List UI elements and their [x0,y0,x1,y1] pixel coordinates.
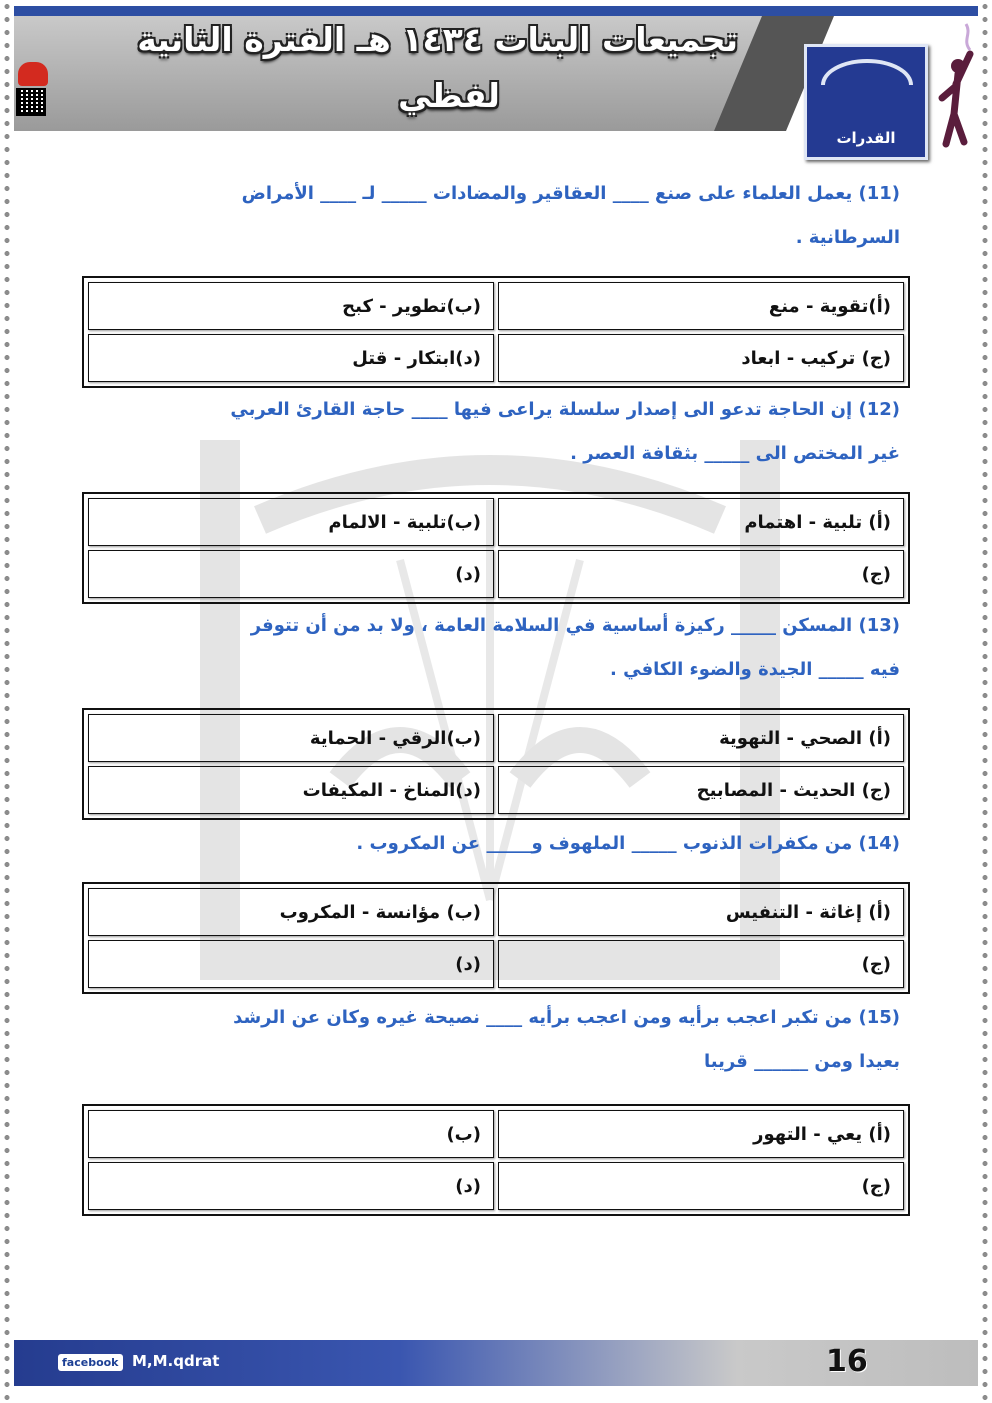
option-d[interactable]: (د) [88,1162,494,1210]
option-b[interactable]: (ب) [88,1110,494,1158]
option-a[interactable]: (أ)تقوية - منع [498,282,904,330]
page-number: 16 [826,1344,868,1379]
left-decorative-border [0,0,14,1403]
answer-options-12 [82,492,910,604]
open-book-icon [821,59,913,85]
logo-text: القدرات [836,129,896,147]
answer-options-15 [82,1104,910,1216]
option-a[interactable]: (أ) تلبية - اهتمام [498,498,904,546]
option-d[interactable]: (د)ابتكار - قتل [88,334,494,382]
page-subtitle: لفظي [398,76,500,115]
option-d[interactable]: (د) [88,550,494,598]
question-11 [70,172,900,260]
question-text: (14) من مكفرات الذنوب _____ الملهوف و_____ عن المكروب . [356,833,900,854]
answer-options-13 [82,708,910,820]
option-c[interactable]: (ج) تركيب - ابعاد [498,334,904,382]
facebook-icon[interactable]: facebook [58,1354,123,1371]
option-c[interactable]: (ج) الحديث - المصابيح [498,766,904,814]
question-text: (13) المسكن _____ ركيزة أساسية في السلامة العامة ، ولا بد من أن تتوفر [250,615,900,636]
question-15 [70,996,900,1084]
option-a[interactable]: (أ) الصحي - التهوية [498,714,904,762]
question-text-continued: غير المختص الى _____ بثقافة العصر . [570,443,900,464]
question-text: (11) يعمل العلماء على صنع ____ العقاقير والمضادات _____ لـ ____ الأمراض [241,183,900,204]
option-a[interactable]: (أ) إغاثة - التنفيس [498,888,904,936]
answer-options-14 [82,882,910,994]
qr-code-icon [16,88,46,116]
right-decorative-border [978,0,992,1403]
question-text: (12) إن الحاجة تدعو الى إصدار سلسلة يراعى فيها ____ حاجة القارئ العربي [230,399,900,420]
question-text-continued: بعيدا ومن ______ قريبا [703,1051,900,1072]
answer-options-11 [82,276,910,388]
question-12 [70,388,900,476]
banner-top-strip [14,6,978,16]
option-b[interactable]: (ب) مؤانسة - المكروب [88,888,494,936]
question-13 [70,604,900,692]
option-c[interactable]: (ج) [498,550,904,598]
option-b[interactable]: (ب)تلبية - الالمام [88,498,494,546]
question-14 [70,822,900,866]
question-text-continued: فيه _____ الجيدة والضوء الكافي . [610,659,900,680]
android-icon [18,62,48,86]
page-footer [14,1340,978,1386]
question-text: (15) من تكبر اعجب برأيه ومن اعجب برأيه ____ نصيحة غيره وكان عن الرشد [233,1007,900,1028]
option-b[interactable]: (ب)الرقي - الحماية [88,714,494,762]
qudrat-logo [804,44,928,160]
option-d[interactable]: (د)المناخ - المكيفات [88,766,494,814]
stick-figure-icon [936,14,976,154]
option-b[interactable]: (ب)تطوير - كبح [88,282,494,330]
option-a[interactable]: (أ) يعي - التهور [498,1110,904,1158]
option-c[interactable]: (ج) [498,940,904,988]
option-c[interactable]: (ج) [498,1162,904,1210]
question-text-continued: السرطانية . [795,227,900,248]
page-title: تجميعات البنات ١٤٣٤ هـ الفترة الثانية [137,20,738,59]
option-d[interactable]: (د) [88,940,494,988]
facebook-page-name[interactable]: M,M.qdrat [132,1352,220,1370]
